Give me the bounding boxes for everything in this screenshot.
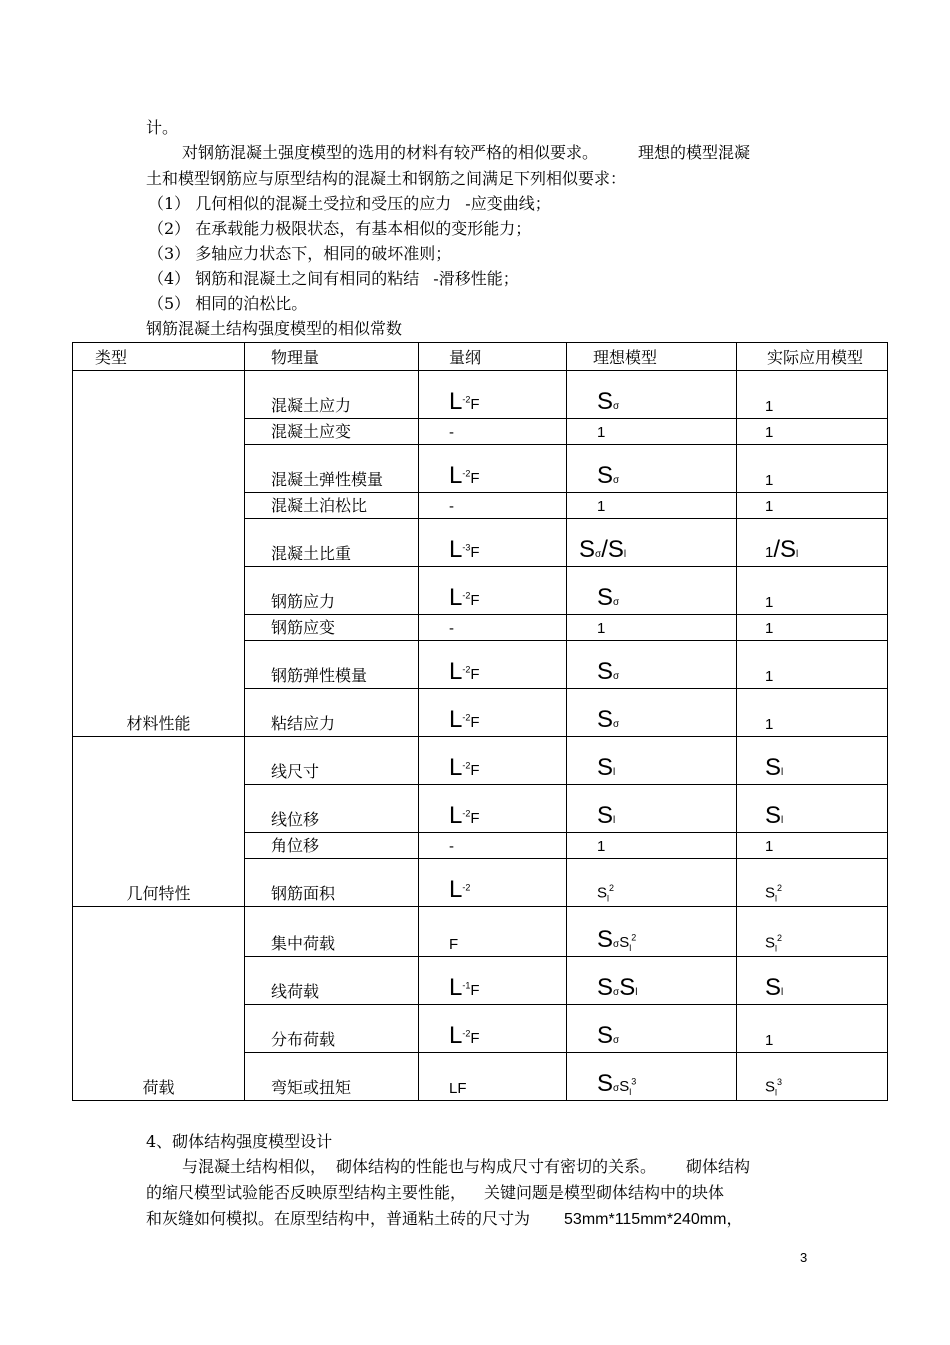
ideal-model-cell: Sl [567, 737, 737, 785]
quantity-cell: 弯矩或扭矩 [245, 1053, 419, 1101]
quantity-cell: 角位移 [245, 833, 419, 859]
dimension-cell: $L^{-2}F$ [419, 371, 567, 419]
quantity-cell: 粘结应力 [245, 689, 419, 737]
actual-model-cell: Sl [737, 957, 888, 1005]
dimension-cell: $L^{-2}F$ [419, 689, 567, 737]
column-header: 实际应用模型 [737, 343, 888, 371]
table-row [73, 371, 888, 419]
dimension-cell: $L^{-2}F$ [419, 785, 567, 833]
quantity-cell: 钢筋应力 [245, 567, 419, 615]
dimension-cell: - [419, 615, 567, 641]
dimension-cell: $L^{-1}F$ [419, 957, 567, 1005]
text-line: 计。 [146, 118, 179, 137]
quantity-cell: 混凝土应变 [245, 419, 419, 445]
actual-model-cell: $S_l^3$ [737, 1053, 888, 1101]
text-line: 土和模型钢筋应与原型结构的混凝土和钢筋之间满足下列相似要求： [146, 169, 627, 188]
actual-model-cell: 1 [737, 371, 888, 419]
page-number: 3 [800, 1250, 808, 1265]
quantity-cell: 线尺寸 [245, 737, 419, 785]
dimension-cell: $L^{-3}F$ [419, 519, 567, 567]
table-row [73, 737, 888, 785]
actual-model-cell: 1 [737, 641, 888, 689]
ideal-model-cell: SσS$_l^2$ [567, 907, 737, 957]
text-line: 和灰缝如何模拟。在原型结构中，普通粘土砖的尺寸为 53mm*115mm*240mm， [146, 1209, 743, 1228]
ideal-model-cell: SσS$_l^3$ [567, 1053, 737, 1101]
actual-model-cell: 1 [737, 615, 888, 641]
ideal-model-cell: 1 [567, 493, 737, 519]
ideal-model-cell: Sσ [567, 567, 737, 615]
section-heading: 4、砌体结构强度模型设计 [146, 1132, 333, 1151]
actual-model-cell: 1 [737, 445, 888, 493]
quantity-cell: 混凝土弹性模量 [245, 445, 419, 493]
dimension-cell: $L^{-2}F$ [419, 737, 567, 785]
category-cell: 几何特性 [73, 737, 245, 907]
actual-model-cell: 1 [737, 567, 888, 615]
actual-model-cell: $S_l^2$ [737, 859, 888, 907]
list-item: （4） 钢筋和混凝土之间有相同的粘结 -滑移性能； [148, 269, 519, 288]
dimension-cell: F [419, 907, 567, 957]
dimension-cell: $L^{-2}F$ [419, 445, 567, 493]
dimension-cell: $L^{-2}F$ [419, 641, 567, 689]
text-line: 对钢筋混凝土强度模型的选用的材料有较严格的相似要求。 理想的模型混凝 [182, 143, 751, 162]
actual-model-cell: 1 [737, 1005, 888, 1053]
quantity-cell: 钢筋应变 [245, 615, 419, 641]
ideal-model-cell: 1 [567, 419, 737, 445]
quantity-cell: 钢筋弹性模量 [245, 641, 419, 689]
actual-model-cell: 1/Sl [737, 519, 888, 567]
actual-model-cell: Sl [737, 737, 888, 785]
dimension-cell: $L^{-2}F$ [419, 567, 567, 615]
column-header: 物理量 [245, 343, 419, 371]
ideal-model-cell: $S_l^2$ [567, 859, 737, 907]
dimension-cell: $L^{-2}F$ [419, 1005, 567, 1053]
category-cell: 材料性能 [73, 371, 245, 737]
column-header: 量纲 [419, 343, 567, 371]
ideal-model-cell: Sσ [567, 371, 737, 419]
dimension-cell: LF [419, 1053, 567, 1101]
ideal-model-cell: Sl [567, 785, 737, 833]
list-item: （5） 相同的泊松比。 [148, 294, 308, 313]
actual-model-cell: 1 [737, 833, 888, 859]
ideal-model-cell: Sσ [567, 445, 737, 493]
ideal-model-cell: 1 [567, 615, 737, 641]
dimension-cell: - [419, 493, 567, 519]
actual-model-cell: Sl [737, 785, 888, 833]
dimension-cell: - [419, 419, 567, 445]
list-item: （3） 多轴应力状态下，相同的破坏准则； [148, 244, 452, 263]
quantity-cell: 分布荷载 [245, 1005, 419, 1053]
dimension-cell: - [419, 833, 567, 859]
quantity-cell: 混凝土比重 [245, 519, 419, 567]
quantity-cell: 混凝土应力 [245, 371, 419, 419]
column-header: 理想模型 [567, 343, 737, 371]
actual-model-cell: 1 [737, 689, 888, 737]
ideal-model-cell: Sσ [567, 641, 737, 689]
actual-model-cell: $S_l^2$ [737, 907, 888, 957]
quantity-cell: 混凝土泊松比 [245, 493, 419, 519]
table-header-row [73, 343, 888, 371]
quantity-cell: 线荷载 [245, 957, 419, 1005]
text-line: 的缩尺模型试验能否反映原型结构主要性能， 关键问题是模型砌体结构中的块体 [146, 1183, 725, 1202]
ideal-model-cell: Sσ [567, 1005, 737, 1053]
ideal-model-cell: SσSl [567, 957, 737, 1005]
ideal-model-cell: Sσ/Sl [567, 519, 737, 567]
table-row [73, 907, 888, 957]
quantity-cell: 线位移 [245, 785, 419, 833]
ideal-model-cell: Sσ [567, 689, 737, 737]
dimension-cell: $L^{-2}$ [419, 859, 567, 907]
table-caption: 钢筋混凝土结构强度模型的相似常数 [146, 319, 403, 338]
quantity-cell: 集中荷载 [245, 907, 419, 957]
ideal-model-cell: 1 [567, 833, 737, 859]
actual-model-cell: 1 [737, 493, 888, 519]
text-line: 与混凝土结构相似， 砌体结构的性能也与构成尺寸有密切的关系。 砌体结构 [182, 1157, 751, 1176]
quantity-cell: 钢筋面积 [245, 859, 419, 907]
list-item: （2） 在承载能力极限状态，有基本相似的变形能力； [148, 219, 532, 238]
category-cell: 荷载 [73, 907, 245, 1101]
actual-model-cell: 1 [737, 419, 888, 445]
list-item: （1） 几何相似的混凝土受拉和受压的应力 -应变曲线； [148, 194, 551, 213]
similarity-constants-table [72, 342, 888, 1101]
column-header: 类型 [73, 343, 245, 371]
